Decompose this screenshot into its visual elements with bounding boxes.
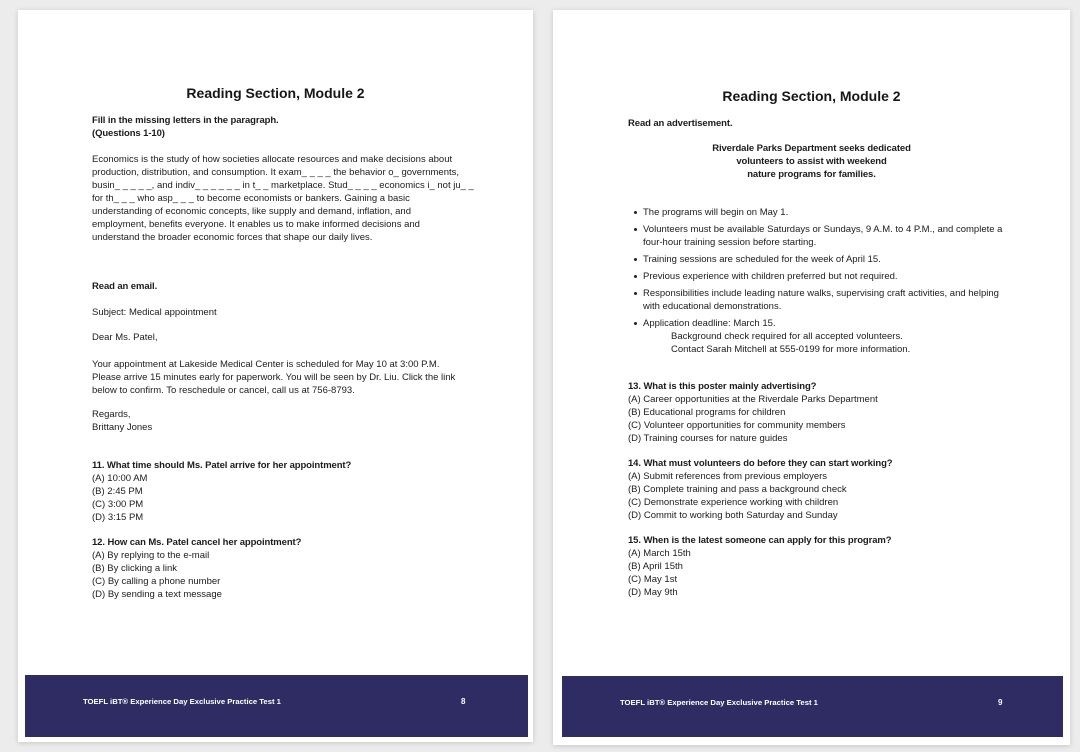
instruction-line: (Questions 1-10) (92, 128, 165, 139)
bullet-dot-icon (634, 292, 637, 295)
paragraph-line: Economics is the study of how societies allocate resources and make decisions about (92, 154, 453, 165)
answer-option: (C) May 1st (628, 574, 678, 585)
email-body-line: below to confirm. To reschedule or cancel, call us at 756-8793. (92, 385, 355, 396)
question-12 (92, 536, 301, 601)
email-subject: Subject: Medical appointment (92, 307, 217, 318)
footer-bar (25, 675, 528, 737)
bullet-dot-icon (634, 258, 637, 261)
email-body (92, 358, 455, 397)
advertisement-bullets (628, 206, 1002, 356)
paragraph-line: for th_ _ _ who asp_ _ _ to become economists or bankers. Gaining a basic (92, 193, 410, 204)
bullet-note: Contact Sarah Mitchell at 555-0199 for more information. (671, 344, 911, 355)
bullet-dot-icon (634, 275, 637, 278)
answer-option: (C) Demonstrate experience working with children (628, 497, 839, 508)
email-body-line: Your appointment at Lakeside Medical Center is scheduled for May 10 at 3:00 P.M. (92, 359, 440, 370)
page-title: Reading Section, Module 2 (722, 88, 901, 104)
bullet-line: The programs will begin on May 1. (643, 207, 789, 218)
headline-line: Riverdale Parks Department seeks dedicated (712, 143, 911, 154)
answer-option: (A) 10:00 AM (92, 473, 148, 484)
bullet-dot-icon (634, 228, 637, 231)
bullet-item (628, 317, 1002, 356)
instructions (92, 114, 279, 140)
question-14 (628, 457, 892, 522)
page-9 (553, 10, 1070, 745)
answer-option: (C) Volunteer opportunities for community members (628, 420, 846, 431)
paragraph-line: understanding of economic concepts, like supply and demand, inflation, and (92, 206, 411, 217)
email-greeting: Dear Ms. Patel, (92, 332, 158, 343)
bullet-item (628, 270, 1002, 283)
bullet-item (628, 206, 1002, 219)
bullet-line: Training sessions are scheduled for the week of April 15. (643, 254, 881, 265)
answer-option: (B) By clicking a link (92, 563, 177, 574)
answer-option: (B) April 15th (628, 561, 683, 572)
answer-option: (D) May 9th (628, 587, 678, 598)
email-heading: Read an email. (92, 281, 158, 292)
email-closing: Regards, (92, 409, 131, 420)
question-prompt: 14. What must volunteers do before they can start working? (628, 458, 893, 469)
footer-title: TOEFL iBT® Experience Day Exclusive Practice Test 1 (620, 698, 818, 707)
bullet-note: Background check required for all accepted volunteers. (671, 331, 903, 342)
email-signoff (92, 408, 152, 434)
answer-option: (D) Training courses for nature guides (628, 433, 788, 444)
footer-bar (562, 676, 1063, 737)
bullet-item (628, 287, 1002, 313)
bullet-line: with educational demonstrations. (643, 301, 782, 312)
bullet-item (628, 253, 1002, 266)
page-8 (18, 10, 533, 742)
question-prompt: 13. What is this poster mainly advertising? (628, 381, 817, 392)
paragraph-line: employment, benefits everyone. It enables us to make informed decisions and (92, 219, 420, 230)
fill-in-paragraph (92, 153, 474, 244)
answer-option: (A) Career opportunities at the Riverdale Parks Department (628, 394, 878, 405)
question-prompt: 12. How can Ms. Patel cancel her appointment? (92, 537, 302, 548)
answer-option: (B) Complete training and pass a background check (628, 484, 847, 495)
answer-option: (A) Submit references from previous employers (628, 471, 828, 482)
instructions: Read an advertisement. (628, 118, 733, 129)
email-sender: Brittany Jones (92, 422, 153, 433)
bullet-line: four-hour training session before starting. (643, 237, 817, 248)
answer-option: (C) 3:00 PM (92, 499, 144, 510)
email-body-line: Please arrive 15 minutes early for paperwork. You will be seen by Dr. Liu. Click the link (92, 372, 456, 383)
paragraph-line: busin_ _ _ _ _, and indiv_ _ _ _ _ _ in t_ _ marketplace. Stud_ _ _ _ economics i_ not ju_ _ (92, 180, 474, 191)
bullet-dot-icon (634, 322, 637, 325)
page-title: Reading Section, Module 2 (186, 85, 365, 101)
answer-option: (D) Commit to working both Saturday and Sunday (628, 510, 838, 521)
question-15 (628, 534, 891, 599)
question-13 (628, 380, 878, 445)
page-number: 8 (461, 697, 466, 706)
question-prompt: 11. What time should Ms. Patel arrive for her appointment? (92, 460, 352, 471)
advertisement-headline (553, 142, 1070, 181)
bullet-dot-icon (634, 211, 637, 214)
bullet-line: Previous experience with children preferred but not required. (643, 271, 898, 282)
instruction-line: Fill in the missing letters in the paragraph. (92, 115, 279, 126)
paragraph-line: understand the broader economic forces that shape our daily lives. (92, 232, 373, 243)
question-prompt: 15. When is the latest someone can apply for this program? (628, 535, 892, 546)
question-11 (92, 459, 351, 524)
bullet-item (628, 223, 1002, 249)
answer-option: (D) 3:15 PM (92, 512, 144, 523)
bullet-line: Responsibilities include leading nature walks, supervising craft activities, and helping (643, 288, 999, 299)
footer-title: TOEFL iBT® Experience Day Exclusive Practice Test 1 (83, 697, 281, 706)
answer-option: (D) By sending a text message (92, 589, 222, 600)
answer-option: (C) By calling a phone number (92, 576, 221, 587)
page-number: 9 (998, 698, 1003, 707)
answer-option: (B) 2:45 PM (92, 486, 143, 497)
bullet-line: Volunteers must be available Saturdays or Sundays, 9 A.M. to 4 P.M., and complete a (643, 224, 1003, 235)
headline-line: nature programs for families. (747, 169, 876, 180)
answer-option: (B) Educational programs for children (628, 407, 786, 418)
headline-line: volunteers to assist with weekend (736, 156, 887, 167)
bullet-line: Application deadline: March 15. (643, 318, 776, 329)
paragraph-line: production, distribution, and consumption. It exam_ _ _ _ the behavior o_ governments, (92, 167, 460, 178)
answer-option: (A) March 15th (628, 548, 691, 559)
answer-option: (A) By replying to the e-mail (92, 550, 210, 561)
